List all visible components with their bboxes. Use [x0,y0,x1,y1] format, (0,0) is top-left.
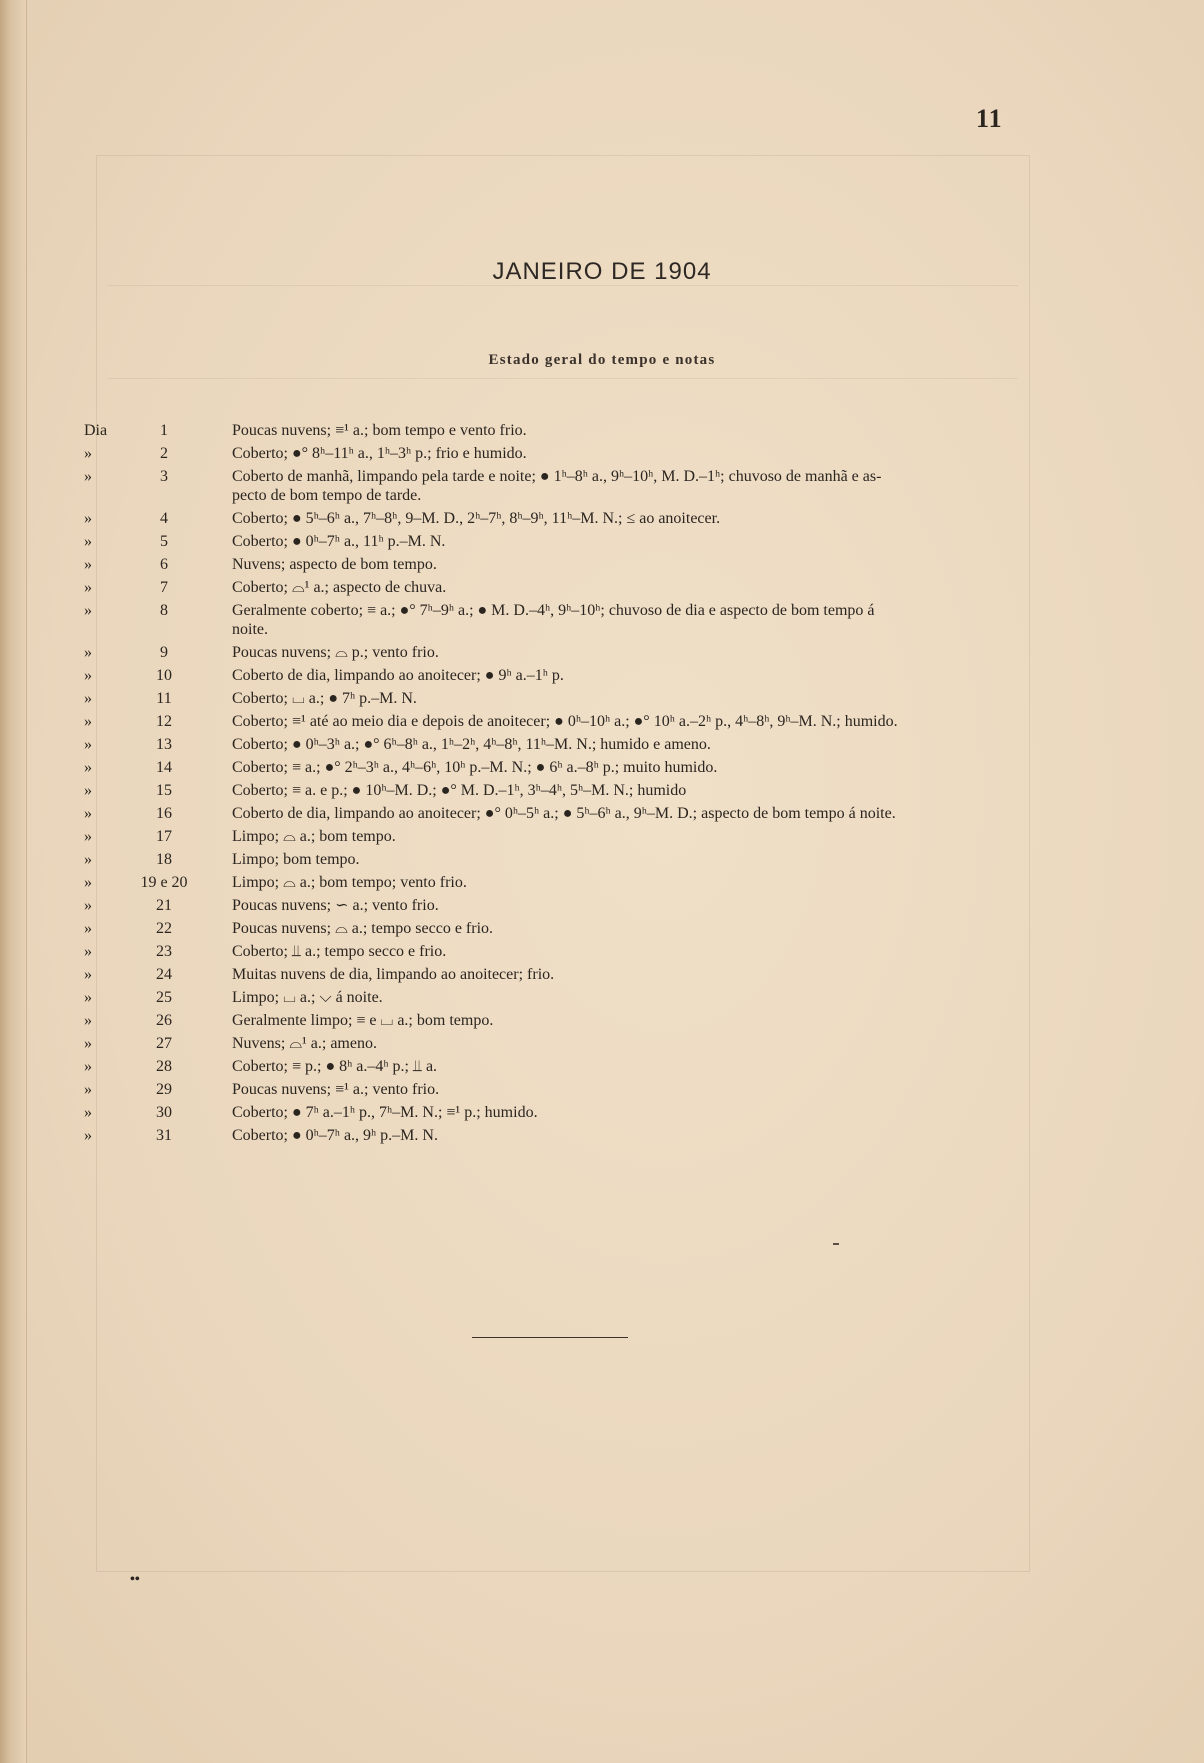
day-number: 27 [156,1035,172,1052]
day-number: 17 [156,828,172,845]
row-label: » [84,602,92,619]
weather-note: Limpo; ⌓ a.; bom tempo; vento frio. [232,874,467,891]
weather-note: Coberto; ⌴ a.; ● 7ʰ p.–M. N. [232,690,417,707]
row-label: » [84,874,92,891]
weather-note: Muitas nuvens de dia, limpando ao anoitecer; frio. [232,966,555,983]
section-subtitle: Estado geral do tempo e notas [488,352,716,368]
weather-note: Coberto; ● 0ʰ–7ʰ a., 9ʰ p.–M. N. [232,1127,438,1144]
day-number: 30 [156,1104,172,1121]
day-number: 5 [160,533,168,550]
weather-note: Coberto; ≡ a.; ●° 2ʰ–3ʰ a., 4ʰ–6ʰ, 10ʰ p.–M. N.; ● 6ʰ a.–8ʰ p.; muito humido. [232,759,718,776]
day-number: 9 [160,644,168,661]
weather-note-continuation: pecto de bom tempo de tarde. [232,487,422,504]
weather-note: Geralmente limpo; ≡ e ⌴ a.; bom tempo. [232,1012,494,1029]
weather-note: Poucas nuvens; ⌓ p.; vento frio. [232,644,439,661]
page-number: 11 [976,104,1003,133]
row-label: » [84,1081,92,1098]
day-number: 21 [156,897,172,914]
day-number: 31 [156,1127,172,1144]
weather-note: Coberto; ⫫ a.; tempo secco e frio. [232,943,447,960]
end-rule [472,1337,628,1338]
weather-note: Geralmente coberto; ≡ a.; ●° 7ʰ–9ʰ a.; ● M. D.–4ʰ, 9ʰ–10ʰ; chuvoso de dia e aspecto de bom tempo á [232,602,875,619]
day-number: 28 [156,1058,172,1075]
row-label: » [84,445,92,462]
weather-note-continuation: noite. [232,621,268,638]
day-number: 8 [160,602,168,619]
day-number: 29 [156,1081,172,1098]
weather-note: Coberto; ≡ p.; ● 8ʰ a.–4ʰ p.; ⫫ a. [232,1058,438,1075]
row-label: » [84,851,92,868]
day-number: 24 [156,966,172,983]
day-number: 23 [156,943,172,960]
weather-note: Coberto; ● 5ʰ–6ʰ a., 7ʰ–8ʰ, 9–M. D., 2ʰ–7ʰ, 8ʰ–9ʰ, 11ʰ–M. N.; ≤ ao anoitecer. [232,510,721,527]
row-label: » [84,644,92,661]
row-label: » [84,690,92,707]
footer-marks: •• [130,1572,140,1587]
weather-note: Coberto; ⌓¹ a.; aspecto de chuva. [232,579,447,596]
row-label: » [84,1058,92,1075]
day-number: 12 [156,713,172,730]
day-number: 7 [160,579,168,596]
weather-note: Poucas nuvens; ≡¹ a.; bom tempo e vento frio. [232,422,527,439]
day-number: 13 [156,736,172,753]
weather-note: Coberto; ● 0ʰ–7ʰ a., 11ʰ p.–M. N. [232,533,446,550]
day-number: 6 [160,556,168,573]
weather-note: Poucas nuvens; ⌓ a.; tempo secco e frio. [232,920,494,937]
row-label: » [84,667,92,684]
day-number: 19 e 20 [140,874,188,891]
weather-note: Coberto de dia, limpando ao anoitecer; ● 9ʰ a.–1ʰ p. [232,667,564,684]
row-label: » [84,1127,92,1144]
row-label: Dia [84,422,108,439]
row-label: » [84,713,92,730]
row-label: » [84,897,92,914]
day-number: 14 [156,759,172,776]
day-number: 26 [156,1012,172,1029]
day-number: 3 [160,468,168,485]
weather-note: Coberto; ●° 8ʰ–11ʰ a., 1ʰ–3ʰ p.; frio e humido. [232,445,527,462]
row-label: » [84,1104,92,1121]
weather-note: Coberto; ≡¹ até ao meio dia e depois de anoitecer; ● 0ʰ–10ʰ a.; ●° 10ʰ a.–2ʰ p., 4ʰ–8ʰ, 9ʰ–M. N.; humido. [232,713,898,730]
day-number: 25 [156,989,172,1006]
row-label: » [84,805,92,822]
weather-note: Limpo; ⌓ a.; bom tempo. [232,828,396,845]
stray-mark [833,1243,839,1245]
weather-note: Coberto; ● 0ʰ–3ʰ a.; ●° 6ʰ–8ʰ a., 1ʰ–2ʰ, 4ʰ–8ʰ, 11ʰ–M. N.; humido e ameno. [232,736,711,753]
day-number: 4 [160,510,168,527]
weather-note: Coberto; ● 7ʰ a.–1ʰ p., 7ʰ–M. N.; ≡¹ p.; humido. [232,1104,538,1121]
weather-note: Limpo; bom tempo. [232,851,360,868]
row-label: » [84,782,92,799]
day-number: 16 [156,805,172,822]
row-label: » [84,966,92,983]
day-number: 18 [156,851,172,868]
page-title: JANEIRO DE 1904 [492,258,712,285]
weather-note: Coberto de dia, limpando ao anoitecer; ●° 0ʰ–5ʰ a.; ● 5ʰ–6ʰ a., 9ʰ–M. D.; aspecto de bom tempo á noite. [232,805,896,822]
row-label: » [84,1012,92,1029]
weather-note: Coberto; ≡ a. e p.; ● 10ʰ–M. D.; ●° M. D.–1ʰ, 3ʰ–4ʰ, 5ʰ–M. N.; humido [232,782,687,799]
day-number: 2 [160,445,168,462]
weather-note: Nuvens; aspecto de bom tempo. [232,556,437,573]
day-number: 15 [156,782,172,799]
weather-note: Limpo; ⌴ a.; ⌵ á noite. [232,989,383,1006]
weather-note: Nuvens; ⌓¹ a.; ameno. [232,1035,377,1052]
day-number: 11 [156,690,172,707]
row-label: » [84,828,92,845]
weather-note: Poucas nuvens; ≡¹ a.; vento frio. [232,1081,440,1098]
row-label: » [84,736,92,753]
day-number: 22 [156,920,172,937]
row-label: » [84,468,92,485]
row-label: » [84,533,92,550]
weather-note: Poucas nuvens; ∽ a.; vento frio. [232,897,439,914]
row-label: » [84,579,92,596]
weather-note: Coberto de manhã, limpando pela tarde e noite; ● 1ʰ–8ʰ a., 9ʰ–10ʰ, M. D.–1ʰ; chuvoso de manhã e as- [232,468,882,485]
row-label: » [84,1035,92,1052]
day-number: 1 [160,422,168,439]
row-label: » [84,759,92,776]
day-number: 10 [156,667,172,684]
row-label: » [84,989,92,1006]
row-label: » [84,943,92,960]
row-label: » [84,556,92,573]
row-label: » [84,510,92,527]
row-label: » [84,920,92,937]
